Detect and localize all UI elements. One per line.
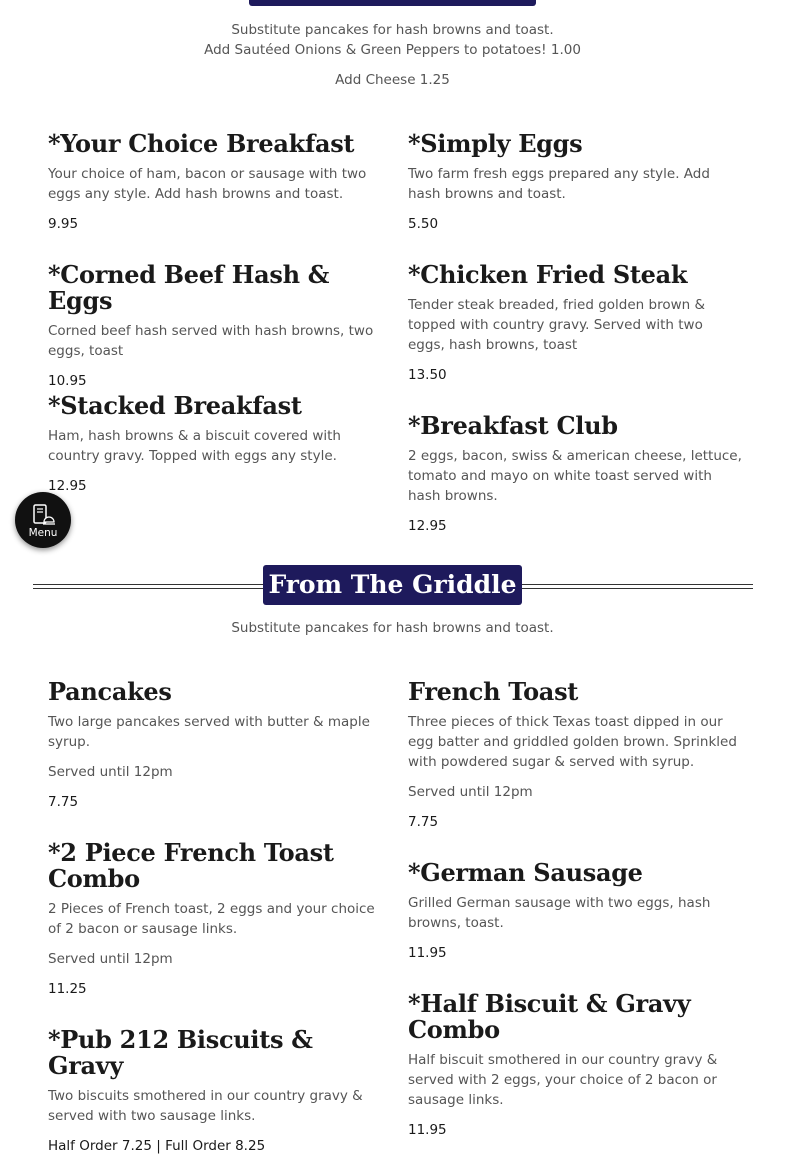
section-banner: [249, 0, 536, 6]
add-cheese-note: Add Cheese 1.25: [335, 72, 450, 88]
item-name: Pancakes: [48, 677, 172, 706]
section-title: From The Griddle: [263, 565, 522, 605]
menu-item: [408, 860, 743, 963]
item-name: *Corned Beef Hash & Eggs: [48, 260, 330, 315]
item-price: 12.95: [48, 478, 87, 494]
item-name: *Chicken Fried Steak: [408, 260, 688, 289]
item-name: *Stacked Breakfast: [48, 391, 302, 420]
menu-item: [48, 1027, 383, 1156]
item-description: Grilled German sausage with two eggs, hash browns, toast.: [408, 895, 711, 931]
menu-item: [48, 131, 383, 234]
item-description: Two farm fresh eggs prepared any style. Add hash browns and toast.: [408, 166, 710, 202]
griddle-note: Substitute pancakes for hash browns and toast.: [231, 620, 554, 636]
item-name: *Simply Eggs: [408, 129, 583, 158]
item-served-note: Served until 12pm: [48, 951, 173, 967]
item-price: 13.50: [408, 367, 447, 383]
item-description: 2 eggs, bacon, swiss & american cheese, lettuce, tomato and mayo on white toast served with hash browns.: [408, 448, 742, 504]
item-description: Two biscuits smothered in our country gravy & served with two sausage links.: [48, 1088, 363, 1124]
item-description: Tender steak breaded, fried golden brown & topped with country gravy. Served with two eggs, hash browns, toast: [408, 297, 705, 353]
item-name: French Toast: [408, 677, 579, 706]
menu-item: [408, 991, 743, 1140]
item-description: Ham, hash browns & a biscuit covered with country gravy. Topped with eggs any style.: [48, 428, 341, 464]
item-name: *German Sausage: [408, 858, 643, 887]
item-price: Half Order 7.25 | Full Order 8.25: [48, 1138, 266, 1154]
menu-item: [48, 840, 383, 999]
item-description: Corned beef hash served with hash browns, two eggs, toast: [48, 323, 374, 359]
item-name: *Your Choice Breakfast: [48, 129, 355, 158]
item-description: Three pieces of thick Texas toast dipped in our egg batter and griddled golden brown. Sprinkled with powdered sugar & served with syrup.: [408, 714, 737, 770]
menu-item: [48, 262, 383, 391]
item-price: 5.50: [408, 216, 439, 232]
menu-button-label: Menu: [28, 526, 58, 539]
menu-item: [48, 679, 383, 812]
item-price: 12.95: [408, 518, 447, 534]
item-price: 11.95: [408, 1122, 447, 1138]
item-name: *Breakfast Club: [408, 411, 618, 440]
menu-item: [408, 262, 743, 385]
menu-item: [48, 393, 383, 496]
item-description: Your choice of ham, bacon or sausage with two eggs any style. Add hash browns and toast.: [48, 166, 367, 202]
substitute-note: Substitute pancakes for hash browns and toast.: [231, 22, 554, 38]
item-name: *Half Biscuit & Gravy Combo: [408, 989, 691, 1044]
menu-button[interactable]: [15, 492, 71, 548]
menu-item: [408, 679, 743, 832]
item-price: 10.95: [48, 373, 87, 389]
item-served-note: Served until 12pm: [408, 784, 533, 800]
item-price: 7.75: [48, 794, 79, 810]
item-price: 9.95: [48, 216, 79, 232]
item-price: 11.95: [408, 945, 447, 961]
item-served-note: Served until 12pm: [48, 764, 173, 780]
item-description: Two large pancakes served with butter & maple syrup.: [48, 714, 370, 750]
item-name: *2 Piece French Toast Combo: [48, 838, 334, 893]
onions-peppers-note: Add Sautéed Onions & Green Peppers to potatoes! 1.00: [204, 42, 581, 58]
item-price: 11.25: [48, 981, 87, 997]
item-price: 7.75: [408, 814, 439, 830]
item-name: *Pub 212 Biscuits & Gravy: [48, 1025, 313, 1080]
menu-item: [408, 413, 743, 536]
item-description: 2 Pieces of French toast, 2 eggs and your choice of 2 bacon or sausage links.: [48, 901, 375, 937]
menu-item: [408, 131, 743, 234]
menu-book-icon: [30, 504, 56, 526]
item-description: Half biscuit smothered in our country gravy & served with 2 eggs, your choice of 2 bacon or sausage links.: [408, 1052, 718, 1108]
